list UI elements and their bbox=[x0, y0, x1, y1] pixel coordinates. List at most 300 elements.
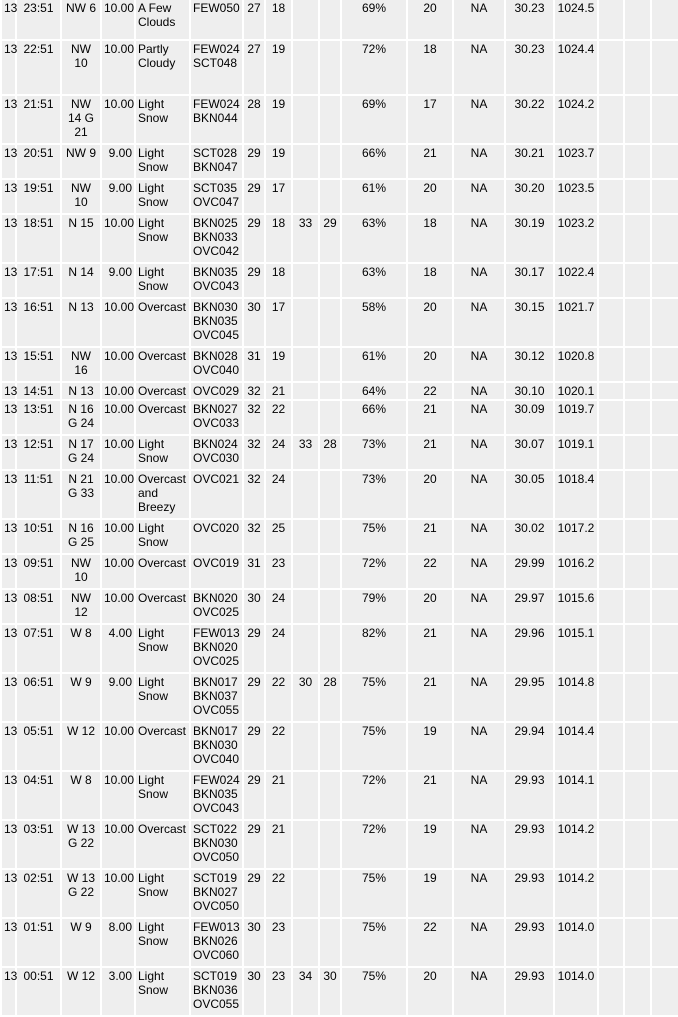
dewpoint-cell: 23 bbox=[266, 919, 291, 966]
air-temp-cell: 29 bbox=[244, 145, 264, 178]
sky-condition-cell: FEW024 BKN035 OVC043 bbox=[191, 772, 242, 819]
precip-1hr-cell bbox=[599, 436, 623, 469]
table-row bbox=[2, 968, 678, 1015]
altimeter-cell: 29.95 bbox=[506, 674, 553, 721]
air-temp-cell: 29 bbox=[244, 215, 264, 262]
heat-index-cell: NA bbox=[454, 772, 504, 819]
precip-1hr-cell bbox=[599, 41, 623, 94]
dewpoint-cell: 24 bbox=[266, 590, 291, 623]
heat-index-cell: NA bbox=[454, 0, 504, 39]
visibility-cell: 10.00 bbox=[102, 821, 134, 868]
heat-index-cell: NA bbox=[454, 348, 504, 381]
dewpoint-cell: 21 bbox=[266, 772, 291, 819]
table-row bbox=[2, 299, 678, 346]
precip-6hr-cell bbox=[652, 383, 678, 399]
table-row bbox=[2, 145, 678, 178]
max-6hr-cell bbox=[293, 180, 318, 213]
altimeter-cell: 29.93 bbox=[506, 772, 553, 819]
air-temp-cell: 31 bbox=[244, 555, 264, 588]
max-6hr-cell: 33 bbox=[293, 436, 318, 469]
precip-1hr-cell bbox=[599, 0, 623, 39]
date-cell: 13 bbox=[2, 870, 15, 917]
heat-index-cell: NA bbox=[454, 299, 504, 346]
relative-humidity-cell: 61% bbox=[342, 348, 406, 381]
dewpoint-cell: 22 bbox=[266, 674, 291, 721]
heat-index-cell: NA bbox=[454, 968, 504, 1015]
air-temp-cell: 29 bbox=[244, 264, 264, 297]
heat-index-cell: NA bbox=[454, 145, 504, 178]
precip-6hr-cell bbox=[652, 555, 678, 588]
date-cell: 13 bbox=[2, 590, 15, 623]
wind-cell: N 15 bbox=[62, 215, 100, 262]
sea-level-pressure-cell: 1024.2 bbox=[555, 96, 597, 143]
precip-1hr-cell bbox=[599, 919, 623, 966]
wind-cell: NW 12 bbox=[62, 590, 100, 623]
wind-cell: NW 10 bbox=[62, 555, 100, 588]
sea-level-pressure-cell: 1014.2 bbox=[555, 821, 597, 868]
wind-chill-cell: 21 bbox=[408, 145, 452, 178]
precip-1hr-cell bbox=[599, 590, 623, 623]
sky-condition-cell: SCT019 BKN027 OVC050 bbox=[191, 870, 242, 917]
heat-index-cell: NA bbox=[454, 520, 504, 553]
wind-cell: NW 6 bbox=[62, 0, 100, 39]
sky-condition-cell: BKN027 OVC033 bbox=[191, 401, 242, 434]
wind-cell: NW 14 G 21 bbox=[62, 96, 100, 143]
weather-cell: Light Snow bbox=[136, 625, 189, 672]
max-6hr-cell bbox=[293, 264, 318, 297]
weather-cell: Light Snow bbox=[136, 674, 189, 721]
min-6hr-cell bbox=[320, 180, 340, 213]
precip-6hr-cell bbox=[652, 968, 678, 1015]
time-cell: 18:51 bbox=[17, 215, 60, 262]
precip-6hr-cell bbox=[652, 723, 678, 770]
weather-cell: Overcast bbox=[136, 299, 189, 346]
heat-index-cell: NA bbox=[454, 471, 504, 518]
visibility-cell: 10.00 bbox=[102, 870, 134, 917]
heat-index-cell: NA bbox=[454, 555, 504, 588]
wind-chill-cell: 20 bbox=[408, 180, 452, 213]
precip-6hr-cell bbox=[652, 0, 678, 39]
time-cell: 23:51 bbox=[17, 0, 60, 39]
dewpoint-cell: 18 bbox=[266, 0, 291, 39]
weather-cell: Light Snow bbox=[136, 520, 189, 553]
heat-index-cell: NA bbox=[454, 383, 504, 399]
sea-level-pressure-cell: 1022.4 bbox=[555, 264, 597, 297]
max-6hr-cell bbox=[293, 520, 318, 553]
date-cell: 13 bbox=[2, 625, 15, 672]
dewpoint-cell: 18 bbox=[266, 264, 291, 297]
relative-humidity-cell: 72% bbox=[342, 772, 406, 819]
table-row bbox=[2, 555, 678, 588]
air-temp-cell: 29 bbox=[244, 674, 264, 721]
air-temp-cell: 30 bbox=[244, 299, 264, 346]
date-cell: 13 bbox=[2, 41, 15, 94]
altimeter-cell: 30.23 bbox=[506, 41, 553, 94]
table-row bbox=[2, 436, 678, 469]
precip-3hr-cell bbox=[625, 180, 650, 213]
precip-1hr-cell bbox=[599, 555, 623, 588]
date-cell: 13 bbox=[2, 96, 15, 143]
table-row bbox=[2, 625, 678, 672]
precip-6hr-cell bbox=[652, 821, 678, 868]
sky-condition-cell: FEW024 SCT048 bbox=[191, 41, 242, 94]
sea-level-pressure-cell: 1017.2 bbox=[555, 520, 597, 553]
altimeter-cell: 30.20 bbox=[506, 180, 553, 213]
wind-chill-cell: 19 bbox=[408, 870, 452, 917]
visibility-cell: 8.00 bbox=[102, 919, 134, 966]
precip-6hr-cell bbox=[652, 215, 678, 262]
max-6hr-cell bbox=[293, 96, 318, 143]
table-row bbox=[2, 919, 678, 966]
time-cell: 16:51 bbox=[17, 299, 60, 346]
precip-6hr-cell bbox=[652, 436, 678, 469]
weather-cell: Overcast bbox=[136, 821, 189, 868]
air-temp-cell: 32 bbox=[244, 520, 264, 553]
sky-condition-cell: SCT022 BKN030 OVC050 bbox=[191, 821, 242, 868]
sky-condition-cell: BKN028 OVC040 bbox=[191, 348, 242, 381]
precip-3hr-cell bbox=[625, 145, 650, 178]
weather-cell: Light Snow bbox=[136, 180, 189, 213]
weather-cell: Overcast and Breezy bbox=[136, 471, 189, 518]
sea-level-pressure-cell: 1024.4 bbox=[555, 41, 597, 94]
sky-condition-cell: BKN035 OVC043 bbox=[191, 264, 242, 297]
air-temp-cell: 32 bbox=[244, 383, 264, 399]
relative-humidity-cell: 75% bbox=[342, 520, 406, 553]
wind-cell: N 17 G 24 bbox=[62, 436, 100, 469]
date-cell: 13 bbox=[2, 436, 15, 469]
weather-cell: Overcast bbox=[136, 723, 189, 770]
time-cell: 02:51 bbox=[17, 870, 60, 917]
precip-1hr-cell bbox=[599, 821, 623, 868]
heat-index-cell: NA bbox=[454, 264, 504, 297]
time-cell: 07:51 bbox=[17, 625, 60, 672]
dewpoint-cell: 19 bbox=[266, 348, 291, 381]
wind-cell: N 13 bbox=[62, 299, 100, 346]
heat-index-cell: NA bbox=[454, 919, 504, 966]
sea-level-pressure-cell: 1014.1 bbox=[555, 772, 597, 819]
altimeter-cell: 29.96 bbox=[506, 625, 553, 672]
altimeter-cell: 30.19 bbox=[506, 215, 553, 262]
precip-3hr-cell bbox=[625, 471, 650, 518]
date-cell: 13 bbox=[2, 215, 15, 262]
wind-chill-cell: 21 bbox=[408, 772, 452, 819]
sky-condition-cell: BKN024 OVC030 bbox=[191, 436, 242, 469]
wind-chill-cell: 21 bbox=[408, 401, 452, 434]
min-6hr-cell bbox=[320, 383, 340, 399]
weather-cell: Light Snow bbox=[136, 919, 189, 966]
altimeter-cell: 30.10 bbox=[506, 383, 553, 399]
relative-humidity-cell: 82% bbox=[342, 625, 406, 672]
wind-cell: W 12 bbox=[62, 968, 100, 1015]
sea-level-pressure-cell: 1020.8 bbox=[555, 348, 597, 381]
precip-3hr-cell bbox=[625, 520, 650, 553]
relative-humidity-cell: 63% bbox=[342, 215, 406, 262]
sea-level-pressure-cell: 1015.6 bbox=[555, 590, 597, 623]
dewpoint-cell: 23 bbox=[266, 968, 291, 1015]
precip-6hr-cell bbox=[652, 299, 678, 346]
precip-3hr-cell bbox=[625, 96, 650, 143]
wind-chill-cell: 22 bbox=[408, 555, 452, 588]
air-temp-cell: 32 bbox=[244, 436, 264, 469]
min-6hr-cell bbox=[320, 723, 340, 770]
heat-index-cell: NA bbox=[454, 870, 504, 917]
altimeter-cell: 29.93 bbox=[506, 968, 553, 1015]
sky-condition-cell: OVC029 bbox=[191, 383, 242, 399]
heat-index-cell: NA bbox=[454, 180, 504, 213]
precip-1hr-cell bbox=[599, 870, 623, 917]
sky-condition-cell: BKN017 BKN037 OVC055 bbox=[191, 674, 242, 721]
visibility-cell: 3.00 bbox=[102, 968, 134, 1015]
visibility-cell: 10.00 bbox=[102, 555, 134, 588]
max-6hr-cell bbox=[293, 723, 318, 770]
precip-3hr-cell bbox=[625, 41, 650, 94]
date-cell: 13 bbox=[2, 772, 15, 819]
time-cell: 19:51 bbox=[17, 180, 60, 213]
precip-6hr-cell bbox=[652, 180, 678, 213]
wind-chill-cell: 21 bbox=[408, 625, 452, 672]
max-6hr-cell bbox=[293, 383, 318, 399]
weather-cell: Light Snow bbox=[136, 870, 189, 917]
max-6hr-cell bbox=[293, 348, 318, 381]
precip-3hr-cell bbox=[625, 264, 650, 297]
heat-index-cell: NA bbox=[454, 821, 504, 868]
precip-6hr-cell bbox=[652, 264, 678, 297]
wind-chill-cell: 21 bbox=[408, 674, 452, 721]
date-cell: 13 bbox=[2, 145, 15, 178]
time-cell: 14:51 bbox=[17, 383, 60, 399]
precip-6hr-cell bbox=[652, 772, 678, 819]
date-cell: 13 bbox=[2, 299, 15, 346]
precip-6hr-cell bbox=[652, 401, 678, 434]
date-cell: 13 bbox=[2, 264, 15, 297]
relative-humidity-cell: 73% bbox=[342, 436, 406, 469]
weather-cell: Light Snow bbox=[136, 215, 189, 262]
min-6hr-cell bbox=[320, 0, 340, 39]
precip-6hr-cell bbox=[652, 520, 678, 553]
precip-3hr-cell bbox=[625, 919, 650, 966]
weather-cell: Light Snow bbox=[136, 264, 189, 297]
time-cell: 21:51 bbox=[17, 96, 60, 143]
relative-humidity-cell: 69% bbox=[342, 0, 406, 39]
precip-3hr-cell bbox=[625, 723, 650, 770]
time-cell: 20:51 bbox=[17, 145, 60, 178]
sea-level-pressure-cell: 1019.7 bbox=[555, 401, 597, 434]
altimeter-cell: 30.23 bbox=[506, 0, 553, 39]
precip-3hr-cell bbox=[625, 674, 650, 721]
dewpoint-cell: 22 bbox=[266, 870, 291, 917]
wind-chill-cell: 18 bbox=[408, 41, 452, 94]
min-6hr-cell bbox=[320, 145, 340, 178]
altimeter-cell: 30.05 bbox=[506, 471, 553, 518]
time-cell: 03:51 bbox=[17, 821, 60, 868]
air-temp-cell: 29 bbox=[244, 180, 264, 213]
sky-condition-cell: OVC020 bbox=[191, 520, 242, 553]
max-6hr-cell bbox=[293, 145, 318, 178]
date-cell: 13 bbox=[2, 555, 15, 588]
max-6hr-cell: 34 bbox=[293, 968, 318, 1015]
relative-humidity-cell: 69% bbox=[342, 96, 406, 143]
visibility-cell: 10.00 bbox=[102, 401, 134, 434]
weather-cell: A Few Clouds bbox=[136, 0, 189, 39]
max-6hr-cell: 33 bbox=[293, 215, 318, 262]
wind-chill-cell: 20 bbox=[408, 590, 452, 623]
heat-index-cell: NA bbox=[454, 41, 504, 94]
table-row bbox=[2, 383, 678, 399]
altimeter-cell: 30.02 bbox=[506, 520, 553, 553]
dewpoint-cell: 22 bbox=[266, 723, 291, 770]
date-cell: 13 bbox=[2, 180, 15, 213]
wind-cell: NW 9 bbox=[62, 145, 100, 178]
min-6hr-cell bbox=[320, 471, 340, 518]
table-row bbox=[2, 348, 678, 381]
altimeter-cell: 30.22 bbox=[506, 96, 553, 143]
wind-chill-cell: 18 bbox=[408, 215, 452, 262]
weather-cell: Light Snow bbox=[136, 436, 189, 469]
precip-3hr-cell bbox=[625, 401, 650, 434]
weather-cell: Light Snow bbox=[136, 96, 189, 143]
table-row bbox=[2, 471, 678, 518]
time-cell: 06:51 bbox=[17, 674, 60, 721]
relative-humidity-cell: 61% bbox=[342, 180, 406, 213]
heat-index-cell: NA bbox=[454, 590, 504, 623]
max-6hr-cell bbox=[293, 471, 318, 518]
max-6hr-cell bbox=[293, 772, 318, 819]
table-row bbox=[2, 821, 678, 868]
visibility-cell: 10.00 bbox=[102, 96, 134, 143]
date-cell: 13 bbox=[4, 384, 18, 398]
air-temp-cell: 29 bbox=[244, 772, 264, 819]
relative-humidity-cell: 66% bbox=[342, 145, 406, 178]
visibility-cell: 10.00 bbox=[104, 384, 135, 398]
precip-1hr-cell bbox=[599, 299, 623, 346]
dewpoint-cell: 22 bbox=[266, 401, 291, 434]
air-temp-cell: 29 bbox=[244, 870, 264, 917]
wind-chill-cell: 21 bbox=[408, 436, 452, 469]
altimeter-cell: 29.97 bbox=[506, 590, 553, 623]
max-6hr-cell bbox=[293, 625, 318, 672]
relative-humidity-cell: 72% bbox=[342, 821, 406, 868]
sky-condition-cell: BKN017 BKN030 OVC040 bbox=[191, 723, 242, 770]
air-temp-cell: 29 bbox=[244, 625, 264, 672]
relative-humidity-cell: 75% bbox=[342, 919, 406, 966]
sky-condition-cell: BKN030 BKN035 OVC045 bbox=[191, 299, 242, 346]
precip-3hr-cell bbox=[625, 436, 650, 469]
precip-3hr-cell bbox=[625, 383, 650, 399]
dewpoint-cell: 19 bbox=[266, 96, 291, 143]
table-row bbox=[2, 264, 678, 297]
weather-cell: Overcast bbox=[136, 383, 189, 399]
min-6hr-cell bbox=[320, 821, 340, 868]
wind-cell: N 16 G 24 bbox=[62, 401, 100, 434]
min-6hr-cell bbox=[320, 625, 340, 672]
max-6hr-cell bbox=[293, 299, 318, 346]
table-row bbox=[2, 520, 678, 553]
precip-6hr-cell bbox=[652, 590, 678, 623]
precip-1hr-cell bbox=[599, 723, 623, 770]
date-cell: 13 bbox=[2, 674, 15, 721]
heat-index-cell: NA bbox=[454, 723, 504, 770]
relative-humidity-cell: 75% bbox=[342, 968, 406, 1015]
wind-cell: N 21 G 33 bbox=[62, 471, 100, 518]
altimeter-cell: 30.15 bbox=[506, 299, 553, 346]
min-6hr-cell bbox=[320, 919, 340, 966]
max-6hr-cell bbox=[293, 401, 318, 434]
date-cell: 13 bbox=[2, 723, 15, 770]
visibility-cell: 10.00 bbox=[102, 299, 134, 346]
min-6hr-cell bbox=[320, 772, 340, 819]
precip-3hr-cell bbox=[625, 0, 650, 39]
weather-cell: Overcast bbox=[136, 401, 189, 434]
dewpoint-cell: 24 bbox=[266, 471, 291, 518]
sea-level-pressure-cell: 1023.7 bbox=[555, 145, 597, 178]
sea-level-pressure-cell: 1014.0 bbox=[555, 968, 597, 1015]
precip-1hr-cell bbox=[599, 348, 623, 381]
max-6hr-cell bbox=[293, 555, 318, 588]
min-6hr-cell bbox=[320, 96, 340, 143]
visibility-cell: 10.00 bbox=[102, 41, 134, 94]
time-cell: 09:51 bbox=[17, 555, 60, 588]
table-row bbox=[2, 180, 678, 213]
table-row bbox=[2, 215, 678, 262]
sky-condition-cell: BKN025 BKN033 OVC042 bbox=[191, 215, 242, 262]
precip-3hr-cell bbox=[625, 968, 650, 1015]
precip-1hr-cell bbox=[599, 471, 623, 518]
max-6hr-cell bbox=[293, 870, 318, 917]
table-row bbox=[2, 723, 678, 770]
visibility-cell: 10.00 bbox=[102, 520, 134, 553]
precip-3hr-cell bbox=[625, 821, 650, 868]
wind-chill-cell: 22 bbox=[408, 383, 452, 399]
time-cell: 01:51 bbox=[17, 919, 60, 966]
date-cell: 13 bbox=[2, 919, 15, 966]
dewpoint-cell: 17 bbox=[266, 180, 291, 213]
precip-3hr-cell bbox=[625, 215, 650, 262]
sea-level-pressure-cell: 1014.4 bbox=[555, 723, 597, 770]
sea-level-pressure-cell: 1023.5 bbox=[555, 180, 597, 213]
sky-condition-cell: FEW013 BKN020 OVC025 bbox=[191, 625, 242, 672]
altimeter-cell: 29.99 bbox=[506, 555, 553, 588]
visibility-cell: 10.00 bbox=[102, 471, 134, 518]
max-6hr-cell bbox=[293, 919, 318, 966]
min-6hr-cell bbox=[320, 590, 340, 623]
max-6hr-cell bbox=[293, 41, 318, 94]
date-cell: 13 bbox=[2, 520, 15, 553]
wind-chill-cell: 19 bbox=[408, 723, 452, 770]
air-temp-cell: 29 bbox=[244, 821, 264, 868]
altimeter-cell: 29.93 bbox=[506, 821, 553, 868]
visibility-cell: 10.00 bbox=[102, 723, 134, 770]
wind-cell: N 13 bbox=[62, 383, 100, 399]
wind-chill-cell: 20 bbox=[408, 968, 452, 1015]
date-cell: 13 bbox=[2, 0, 15, 39]
altimeter-cell: 30.07 bbox=[506, 436, 553, 469]
dewpoint-cell: 17 bbox=[266, 299, 291, 346]
date-cell: 13 bbox=[2, 401, 15, 434]
relative-humidity-cell: 79% bbox=[342, 590, 406, 623]
wind-chill-cell: 20 bbox=[408, 299, 452, 346]
altimeter-cell: 30.12 bbox=[506, 348, 553, 381]
sea-level-pressure-cell: 1024.5 bbox=[555, 0, 597, 39]
wind-cell: W 9 bbox=[62, 674, 100, 721]
sea-level-pressure-cell: 1014.0 bbox=[555, 919, 597, 966]
min-6hr-cell bbox=[320, 299, 340, 346]
precip-1hr-cell bbox=[599, 674, 623, 721]
min-6hr-cell bbox=[320, 555, 340, 588]
precip-3hr-cell bbox=[625, 299, 650, 346]
sea-level-pressure-cell: 1021.7 bbox=[555, 299, 597, 346]
wind-chill-cell: 18 bbox=[408, 264, 452, 297]
precip-6hr-cell bbox=[652, 41, 678, 94]
